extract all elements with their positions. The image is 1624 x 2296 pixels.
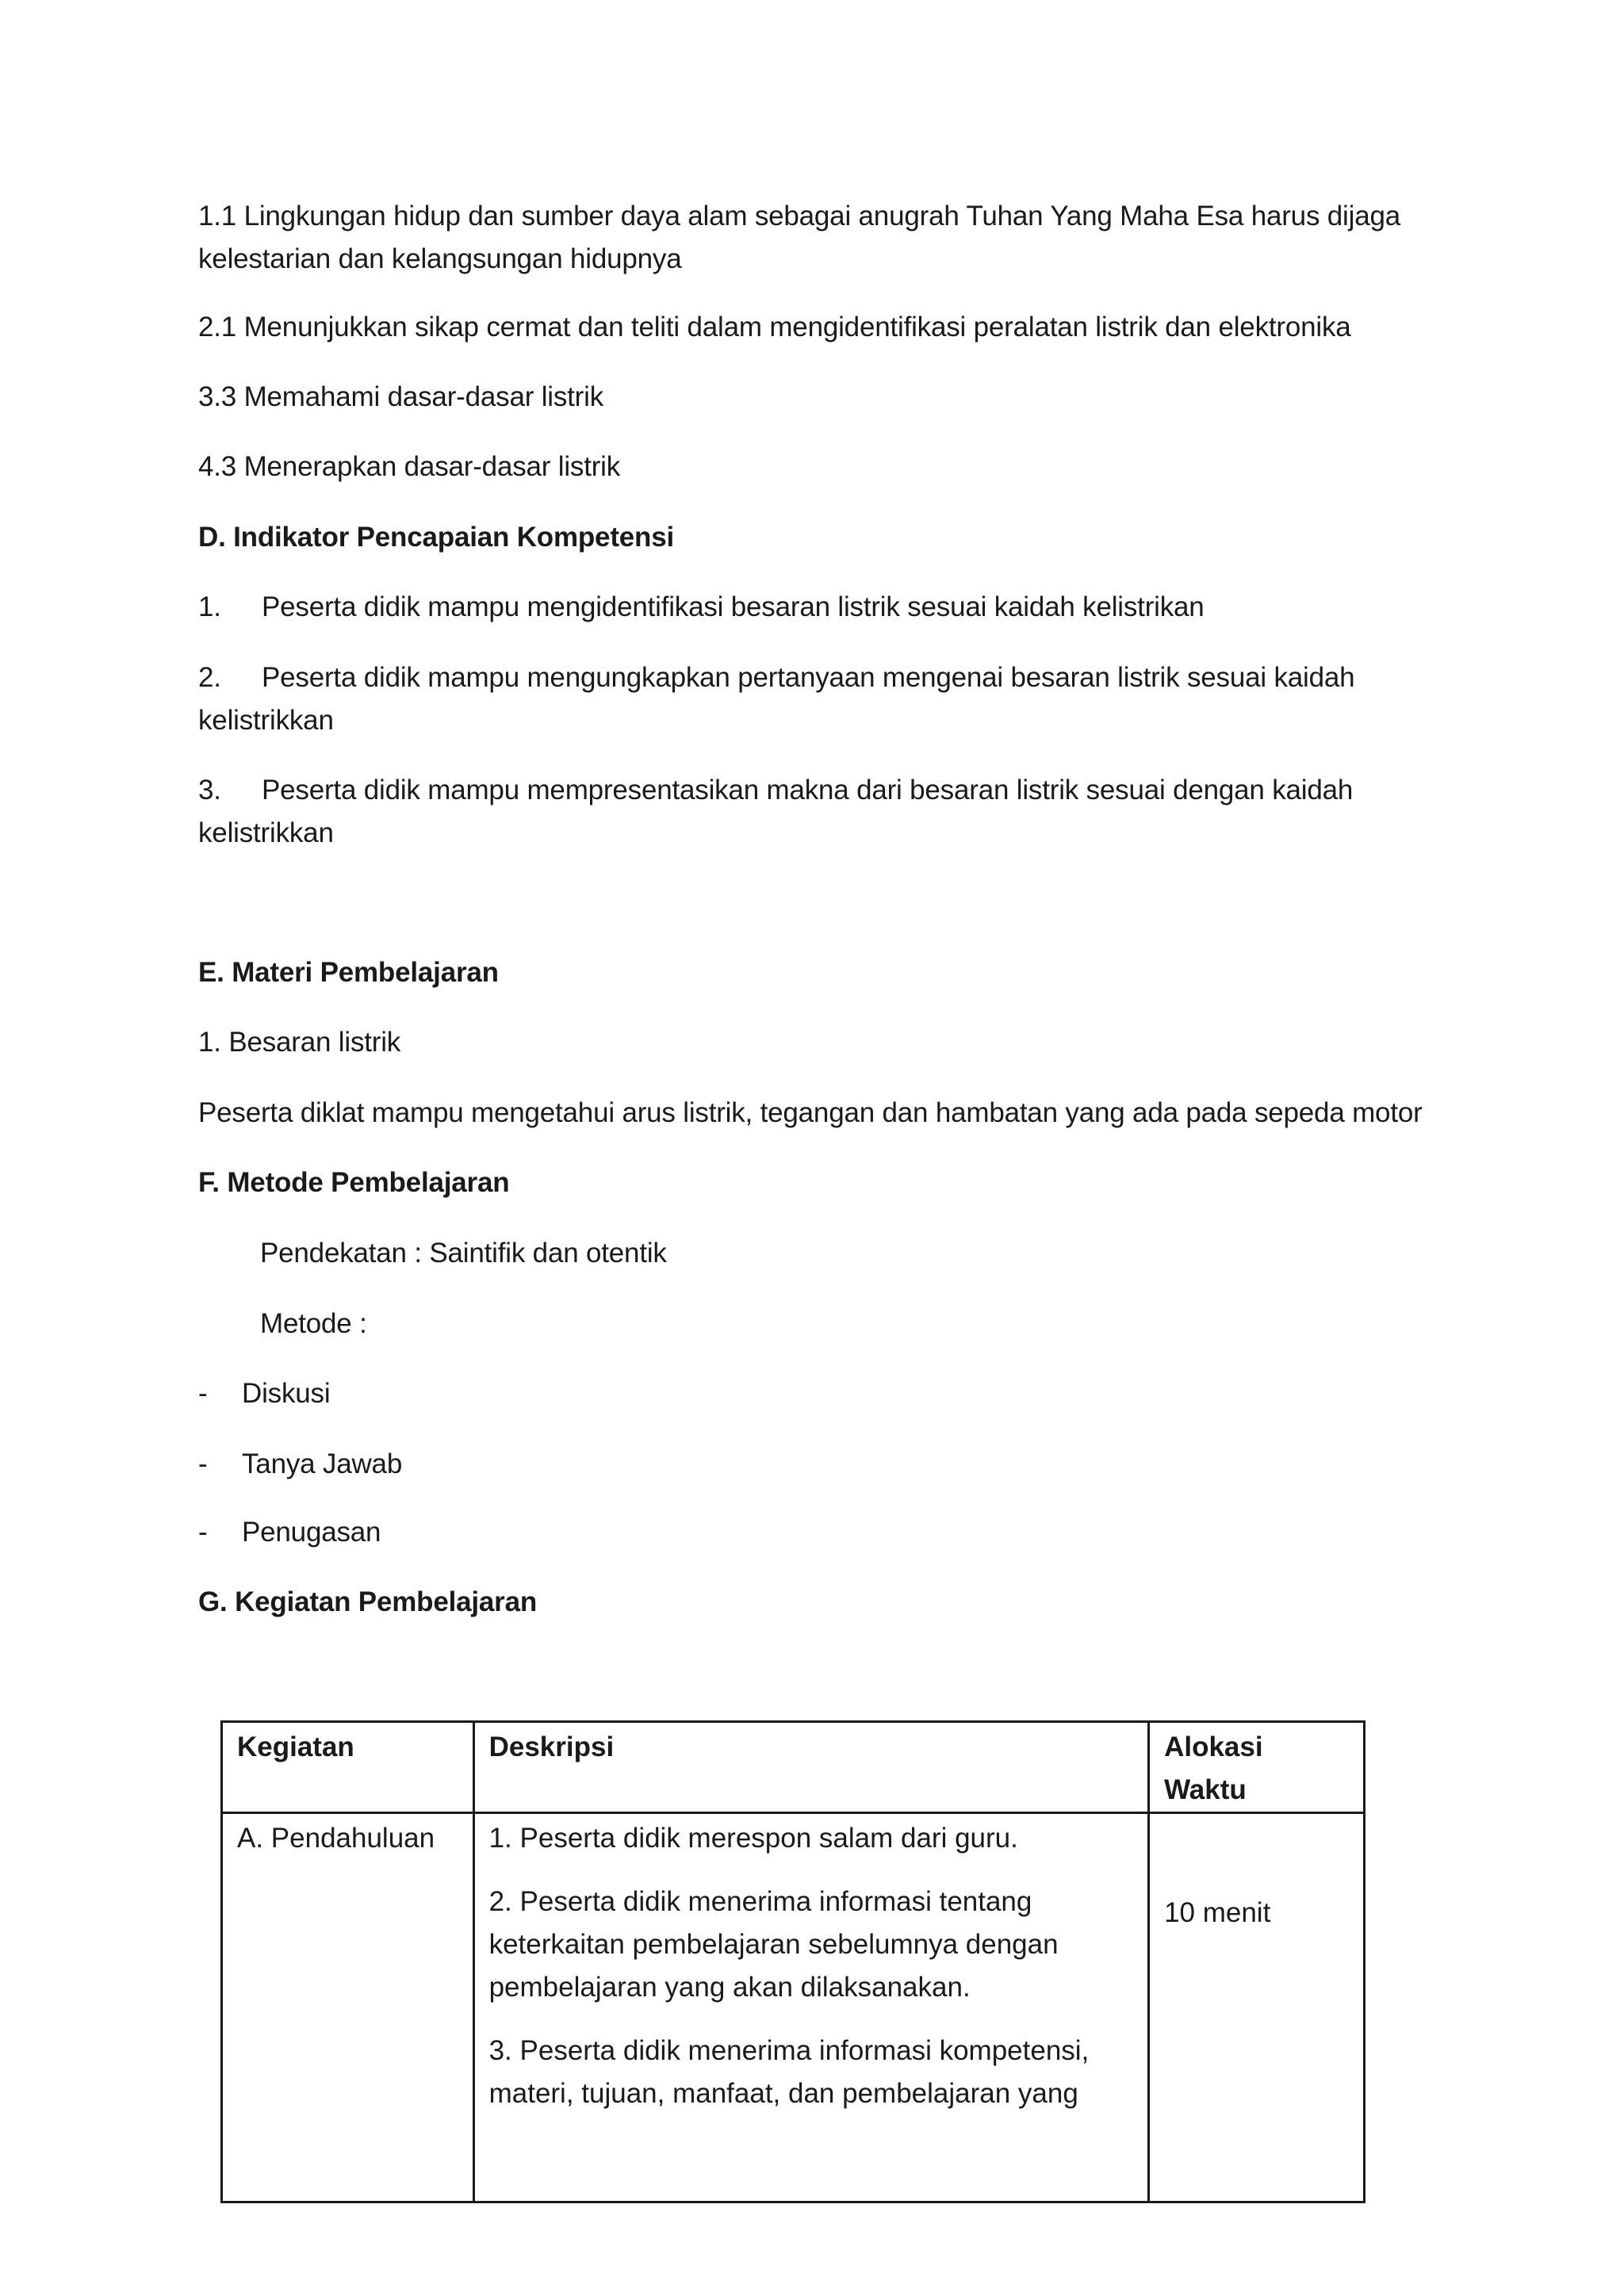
indikator-item-number: 1.	[198, 591, 221, 622]
indikator-item-3-continued: kelistrikkan	[198, 817, 334, 848]
method-item-tanya-jawab	[198, 1443, 402, 1486]
method-item-text: Penugasan	[242, 1517, 381, 1548]
cell-deskripsi	[473, 1813, 1148, 2202]
kegiatan-label: A. Pendahuluan	[237, 1823, 435, 1854]
indikator-item-number: 2.	[198, 662, 221, 693]
indikator-item-text: Peserta didik mampu mempresentasikan makna dari besaran listrik sesuai dengan kaidah	[262, 775, 1354, 806]
section-g-heading: G. Kegiatan Pembelajaran	[198, 1586, 538, 1617]
header-alokasi-waktu: Alokasi Waktu	[1149, 1722, 1365, 1813]
indikator-item-number: 3.	[198, 775, 221, 806]
bullet-dash: -	[198, 1517, 208, 1548]
materi-item-1: 1. Besaran listrik	[198, 1027, 401, 1058]
kd-1-1: 1.1 Lingkungan hidup dan sumber daya alam sebagai anugrah Tuhan Yang Maha Esa harus dijaga kelestarian dan kelangsungan hidupnya	[198, 201, 1400, 274]
metode-label: Metode :	[260, 1308, 367, 1339]
kd-3-3: 3.3 Memahami dasar-dasar listrik	[198, 381, 603, 412]
kd-4-3: 4.3 Menerapkan dasar-dasar listrik	[198, 451, 621, 482]
pendekatan-text: Pendekatan : Saintifik dan otentik	[260, 1238, 667, 1269]
materi-paragraph: Peserta diklat mampu mengetahui arus listrik, tegangan dan hambatan yang ada pada sepeda motor	[198, 1097, 1423, 1128]
table-row	[222, 1813, 1365, 2202]
header-kegiatan: Kegiatan	[222, 1722, 474, 1813]
indikator-item-1	[198, 586, 1205, 629]
deskripsi-item-3: 3. Peserta didik menerima informasi kompetensi, materi, tujuan, manfaat, dan pembelajaran yang	[488, 2035, 1090, 2109]
waktu-value: 10 menit	[1164, 1897, 1271, 1928]
method-item-text: Diskusi	[242, 1378, 331, 1409]
deskripsi-item-2: 2. Peserta didik menerima informasi tentang keterkaitan pembelajaran sebelumnya dengan pembelajaran yang akan dilaksanakan.	[488, 1886, 1059, 2003]
method-item-diskusi	[198, 1372, 330, 1415]
bullet-dash: -	[198, 1378, 208, 1409]
section-e-heading: E. Materi Pembelajaran	[198, 957, 499, 988]
indikator-item-3	[198, 769, 1353, 812]
method-item-penugasan	[198, 1511, 381, 1554]
table-header-row	[222, 1722, 1365, 1813]
indikator-item-text: Peserta didik mampu mengungkapkan pertanyaan mengenai besaran listrik sesuai kaidah	[262, 662, 1355, 693]
indikator-item-text: Peserta didik mampu mengidentifikasi besaran listrik sesuai kaidah kelistrikan	[262, 591, 1205, 622]
section-f-heading: F. Metode Pembelajaran	[198, 1167, 510, 1198]
kd-2-1: 2.1 Menunjukkan sikap cermat dan teliti dalam mengidentifikasi peralatan listrik dan elektronika	[198, 312, 1351, 342]
kegiatan-table	[220, 1720, 1365, 2203]
deskripsi-item-1: 1. Peserta didik merespon salam dari guru.	[488, 1823, 1018, 1854]
cell-alokasi-waktu	[1149, 1813, 1365, 2202]
bullet-dash: -	[198, 1448, 208, 1479]
cell-kegiatan	[222, 1813, 474, 2202]
section-d-heading: D. Indikator Pencapaian Kompetensi	[198, 522, 675, 553]
method-item-text: Tanya Jawab	[242, 1448, 403, 1479]
header-deskripsi: Deskripsi	[473, 1722, 1148, 1813]
indikator-item-2-continued: kelistrikkan	[198, 705, 334, 736]
indikator-item-2	[198, 656, 1354, 699]
